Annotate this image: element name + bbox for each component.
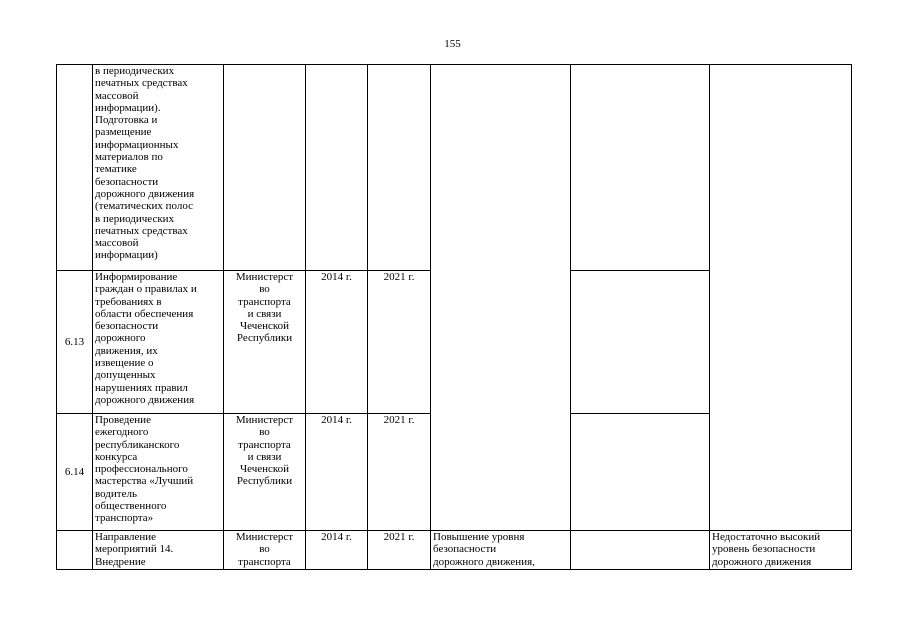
- start-year-cell: 2014 г.: [306, 414, 368, 531]
- row-number: 6.14: [57, 414, 93, 531]
- end-year-cell: 2021 г.: [368, 271, 431, 414]
- consequence-cell-merged: [710, 65, 852, 531]
- start-year-cell: 2014 г.: [306, 271, 368, 414]
- indicator-cell: [571, 414, 710, 531]
- start-year-cell: [306, 65, 368, 271]
- executor-cell: Министерст во транспорта и связи Чеченской Республики: [224, 414, 306, 531]
- end-year-cell: 2021 г.: [368, 414, 431, 531]
- page-number: 155: [444, 38, 461, 50]
- end-year-cell: [368, 65, 431, 271]
- row-number: [57, 65, 93, 271]
- table-row: [57, 65, 852, 271]
- executor-cell: [224, 65, 306, 271]
- executor-cell: Министерст во транспорта и связи Чеченской Республики: [224, 271, 306, 414]
- start-year-cell: 2014 г.: [306, 531, 368, 570]
- indicator-cell: [571, 271, 710, 414]
- consequence-cell: Недостаточно высокий уровень безопасности дорожного движения: [710, 531, 852, 570]
- measure-description: Направление мероприятий 14. Внедрение: [93, 531, 224, 570]
- executor-cell: Министерст во транспорта: [224, 531, 306, 570]
- measure-description: Информирование граждан о правилах и требованиях в области обеспечения безопасности дорожного движения, их извещение о допущенных нарушениях правил дорожного движения: [93, 271, 224, 414]
- result-cell-merged: [431, 65, 571, 531]
- end-year-cell: 2021 г.: [368, 531, 431, 570]
- measure-description: в периодических печатных средствах массовой информации). Подготовка и размещение информационных материалов по тематике безопасности дорожного движения (тематических полос в периодических печатных средствах массовой информации): [93, 65, 224, 271]
- row-number: 6.13: [57, 271, 93, 414]
- measures-table: [56, 64, 852, 570]
- measure-description: Проведение ежегодного республиканского конкурса профессионального мастерства «Лучший водитель общественного транспорта»: [93, 414, 224, 531]
- table-row: [57, 531, 852, 570]
- row-number: [57, 531, 93, 570]
- result-cell: Повышение уровня безопасности дорожного движения,: [431, 531, 571, 570]
- indicator-cell: [571, 531, 710, 570]
- indicator-cell: [571, 65, 710, 271]
